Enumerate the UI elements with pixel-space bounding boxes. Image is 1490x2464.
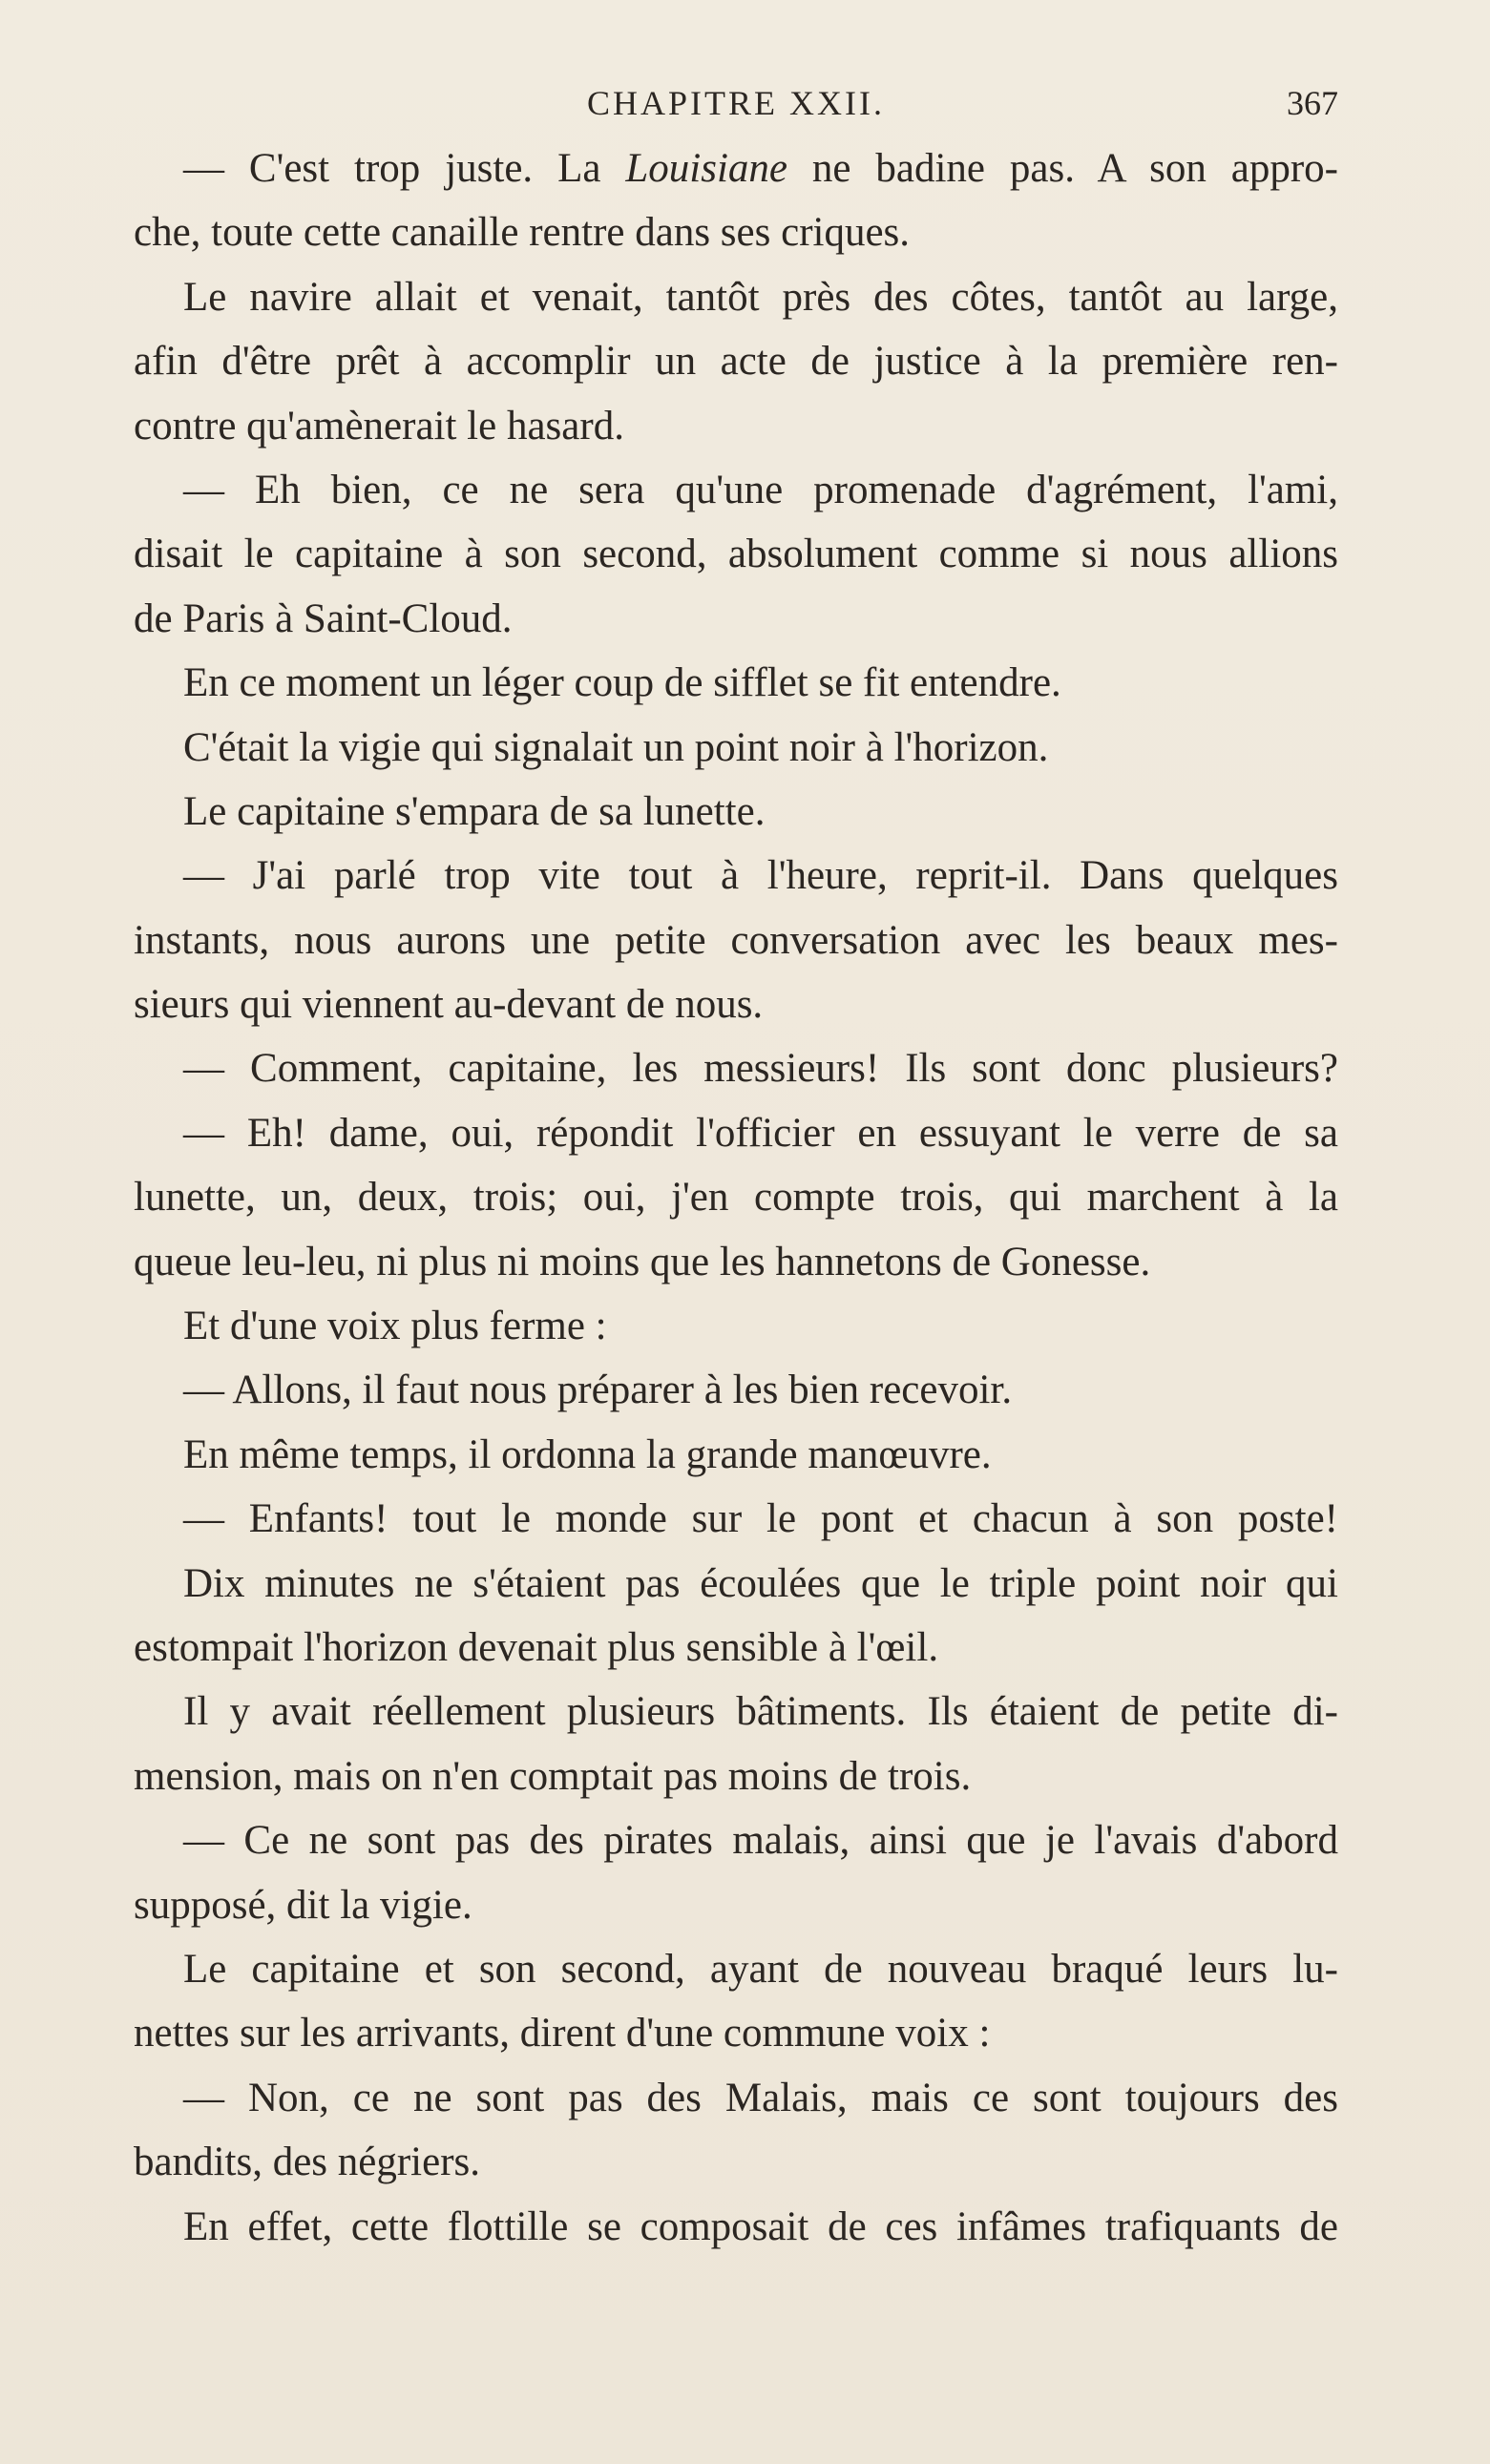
text-line: Il y avait réellement plusieurs bâtiments. Ils étaient de petite di- bbox=[183, 1689, 1338, 1735]
text-line: En même temps, il ordonna la grande manœuvre. bbox=[183, 1431, 992, 1477]
text-line: — Eh bien, ce ne sera qu'une promenade d'agrément, l'ami, bbox=[183, 467, 1338, 512]
text-line: nettes sur les arrivants, dirent d'une commune voix : bbox=[134, 2011, 991, 2057]
running-head bbox=[134, 74, 1338, 132]
text-line: mension, mais on n'en comptait pas moins de trois. bbox=[134, 1753, 972, 1799]
text-line: Le capitaine s'empara de sa lunette. bbox=[183, 788, 766, 834]
text-line: supposé, dit la vigie. bbox=[134, 1882, 472, 1928]
text-line: — Non, ce ne sont pas des Malais, mais ce sont toujours des bbox=[183, 2075, 1338, 2120]
text-line: En ce moment un léger coup de sifflet se fit entendre. bbox=[183, 660, 1061, 706]
text-line: Le navire allait et venait, tantôt près des côtes, tantôt au large, bbox=[183, 274, 1338, 320]
text-line: che, toute cette canaille rentre dans ses criques. bbox=[134, 210, 911, 256]
text-line: C'était la vigie qui signalait un point noir à l'horizon. bbox=[183, 724, 1049, 770]
text-line: — Allons, il faut nous préparer à les bien recevoir. bbox=[183, 1368, 1013, 1413]
text-line: — Eh! dame, oui, répondit l'officier en essuyant le verre de sa bbox=[183, 1110, 1338, 1156]
text-line: lunette, un, deux, trois; oui, j'en compte trois, qui marchent à la bbox=[134, 1175, 1338, 1221]
text-line: contre qu'amènerait le hasard. bbox=[134, 403, 624, 449]
text-line: — Ce ne sont pas des pirates malais, ainsi que je l'avais d'abord bbox=[183, 1818, 1338, 1864]
text-line: instants, nous aurons une petite conversation avec les beaux mes- bbox=[134, 917, 1338, 963]
text-line: — J'ai parlé trop vite tout à l'heure, reprit-il. Dans quelques bbox=[183, 853, 1338, 899]
text-line: — Comment, capitaine, les messieurs! Ils sont donc plusieurs? bbox=[183, 1046, 1338, 1092]
text-line: disait le capitaine à son second, absolument comme si nous allions bbox=[134, 532, 1338, 577]
text-line: — C'est trop juste. La Louisiane ne badine pas. A son appro- bbox=[183, 146, 1338, 191]
chapter-title: CHAPITRE XXII. bbox=[587, 84, 885, 122]
text-line: En effet, cette flottille se composait de ces infâmes trafiquants de bbox=[183, 2203, 1338, 2249]
text-line: Et d'une voix plus ferme : bbox=[183, 1304, 607, 1349]
text-line: Le capitaine et son second, ayant de nouveau braqué leurs lu- bbox=[183, 1946, 1338, 1992]
text-line: — Enfants! tout le monde sur le pont et chacun à son poste! bbox=[183, 1496, 1338, 1542]
text-line: de Paris à Saint-Cloud. bbox=[134, 595, 513, 641]
text-line: bandits, des négriers. bbox=[134, 2140, 481, 2185]
ship-name: Louisiane bbox=[625, 146, 787, 191]
text-line: queue leu-leu, ni plus ni moins que les hannetons de Gonesse. bbox=[134, 1239, 1151, 1284]
text-line: Dix minutes ne s'étaient pas écoulées que le triple point noir qui bbox=[183, 1560, 1338, 1606]
body-text bbox=[134, 136, 1338, 2259]
text-line: sieurs qui viennent au-devant de nous. bbox=[134, 982, 764, 1028]
text-line: estompait l'horizon devenait plus sensible à l'œil. bbox=[134, 1624, 939, 1670]
text-line: afin d'être prêt à accomplir un acte de justice à la première ren- bbox=[134, 339, 1338, 385]
page-number: 367 bbox=[1287, 84, 1338, 122]
